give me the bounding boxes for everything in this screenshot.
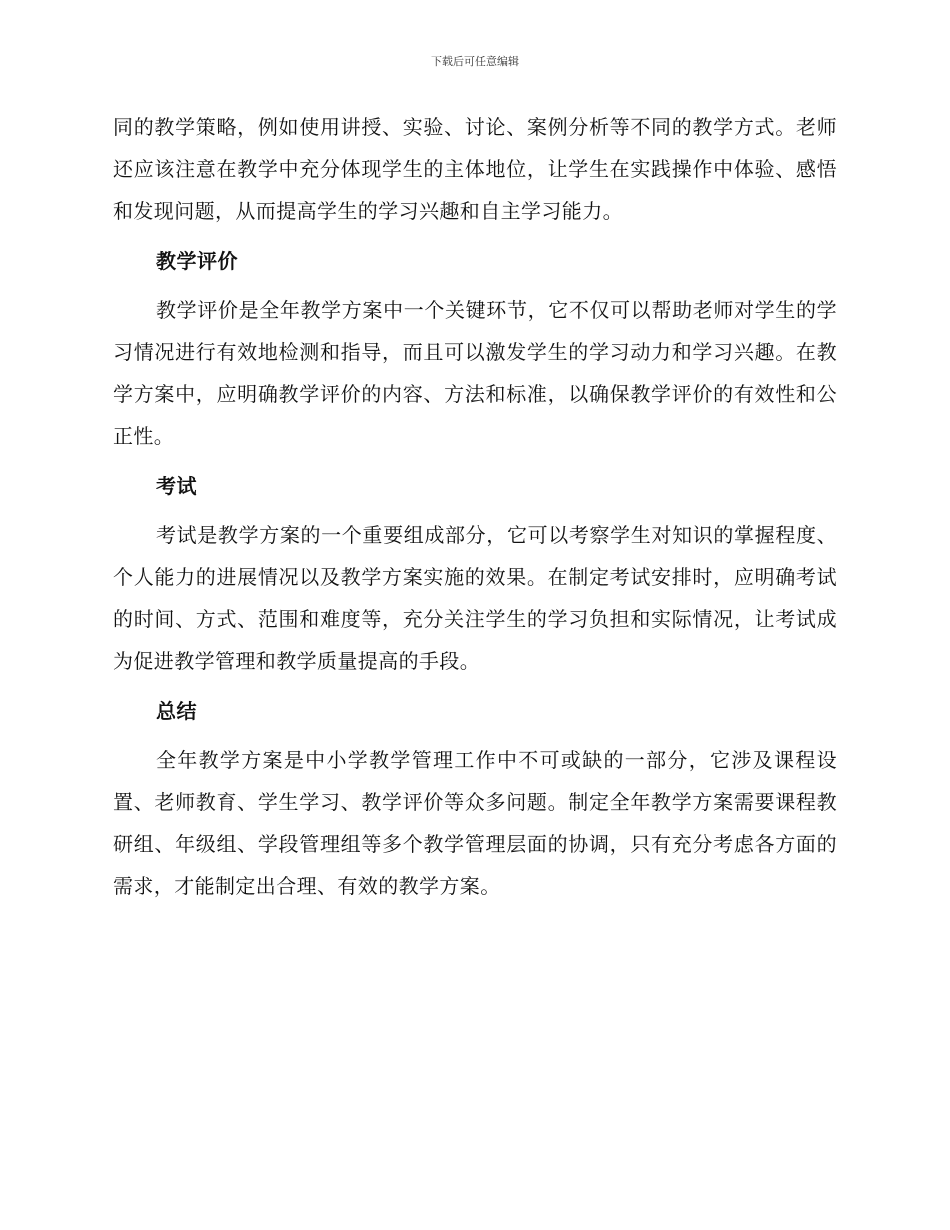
document-body bbox=[113, 106, 837, 907]
page-header: 下载后可任意编辑 bbox=[431, 55, 519, 68]
section-heading-exam: 考试 bbox=[156, 474, 197, 498]
section-paragraph-exam: 考试是教学方案的一个重要组成部分，它可以考察学生对知识的掌握程度、个人能力的进展情况以及教学方案实施的效果。在制定考试安排时，应明确考试的时间、方式、范围和难度等，充分关注学生的学习负担和实际情况，让考试成为促进教学管理和教学质量提高的手段。 bbox=[113, 523, 837, 673]
section-paragraph-summary: 全年教学方案是中小学教学管理工作中不可或缺的一部分，它涉及课程设置、老师教育、学生学习、教学评价等众多问题。制定全年教学方案需要课程教研组、年级组、学段管理组等多个教学管理层面的协调，只有充分考虑各方面的需求，才能制定出合理、有效的教学方案。 bbox=[113, 748, 837, 898]
section-heading-summary: 总结 bbox=[156, 699, 197, 723]
continued-paragraph: 同的教学策略，例如使用讲授、实验、讨论、案例分析等不同的教学方式。老师还应该注意在教学中充分体现学生的主体地位，让学生在实践操作中体验、感悟和发现问题，从而提高学生的学习兴趣和自主学习能力。 bbox=[113, 115, 837, 223]
section-paragraph-evaluation: 教学评价是全年教学方案中一个关键环节，它不仅可以帮助老师对学生的学习情况进行有效地检测和指导，而且可以激发学生的学习动力和学习兴趣。在教学方案中，应明确教学评价的内容、方法和标准，以确保教学评价的有效性和公正性。 bbox=[113, 298, 837, 448]
section-heading-evaluation: 教学评价 bbox=[156, 249, 238, 273]
